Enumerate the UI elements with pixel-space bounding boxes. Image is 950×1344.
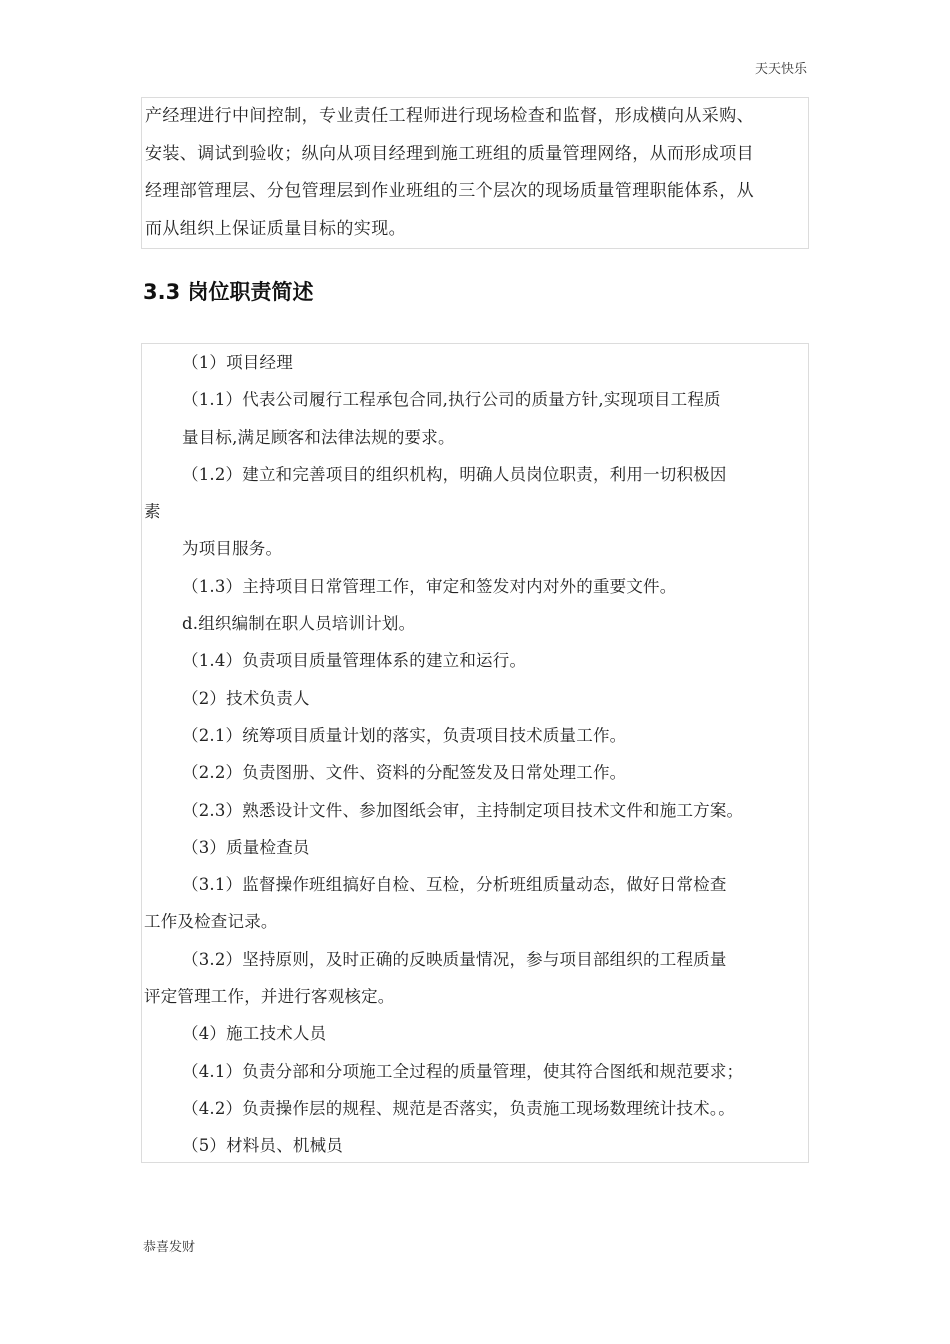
duty-line: （1.1）代表公司履行工程承包合同,执行公司的质量方针,实现项目工程质 (182, 390, 721, 410)
duty-line: （3.1）监督操作班组搞好自检、互检，分析班组质量动态，做好日常检查 (182, 875, 727, 895)
intro-line: 安装、调试到验收；纵向从项目经理到施工班组的质量管理网络，从而形成项目 (145, 143, 754, 164)
duty-line: （2.3）熟悉设计文件、参加图纸会审，主持制定项目技术文件和施工方案。 (182, 800, 744, 820)
duty-line: d.组织编制在职人员培训计划。 (182, 614, 416, 634)
duty-line: （2.2）负责图册、文件、资料的分配签发及日常处理工作。 (182, 763, 627, 783)
duty-line: （2）技术负责人 (182, 688, 310, 708)
duty-line: （5）材料员、机械员 (182, 1136, 343, 1156)
duty-line: （3.2）坚持原则，及时正确的反映质量情况，参与项目部组织的工程质量 (182, 949, 727, 969)
intro-line: 而从组织上保证质量目标的实现。 (145, 218, 406, 239)
duty-line: （1）项目经理 (182, 353, 293, 372)
intro-line: 产经理进行中间控制，专业责任工程师进行现场检查和监督，形成横向从采购、 (145, 106, 754, 126)
duty-line: 量目标,满足顾客和法律法规的要求。 (182, 427, 455, 447)
duty-line: 为项目服务。 (182, 539, 283, 559)
duty-line: （1.3）主持项目日常管理工作，审定和签发对内对外的重要文件。 (182, 576, 677, 596)
duties-box (141, 343, 809, 1163)
duty-line: 素 (144, 502, 161, 522)
section-title: 3.3 岗位职责简述 (143, 280, 314, 304)
header-text: 天天快乐 (754, 62, 807, 77)
duty-line: （1.2）建立和完善项目的组织机构，明确人员岗位职责，利用一切积极因 (182, 464, 727, 484)
duty-line: （3）质量检查员 (182, 837, 310, 857)
intro-paragraph-box (141, 97, 809, 249)
duty-line: （4.2）负责操作层的规程、规范是否落实，负责施工现场数理统计技术。。 (182, 1098, 735, 1118)
duty-line: 评定管理工作，并进行客观核定。 (144, 987, 395, 1007)
duty-line: （1.4）负责项目质量管理体系的建立和运行。 (182, 651, 527, 671)
duty-line: 工作及检查记录。 (144, 912, 278, 932)
duty-line: （2.1）统筹项目质量计划的落实，负责项目技术质量工作。 (182, 725, 627, 745)
intro-line: 经理部管理层、分包管理层到作业班组的三个层次的现场质量管理职能体系，从 (145, 181, 754, 201)
footer-text: 恭喜发财 (143, 1240, 196, 1255)
duty-line: （4）施工技术人员 (182, 1024, 327, 1044)
duty-line: （4.1）负责分部和分项施工全过程的质量管理，使其符合图纸和规范要求； (182, 1061, 744, 1081)
